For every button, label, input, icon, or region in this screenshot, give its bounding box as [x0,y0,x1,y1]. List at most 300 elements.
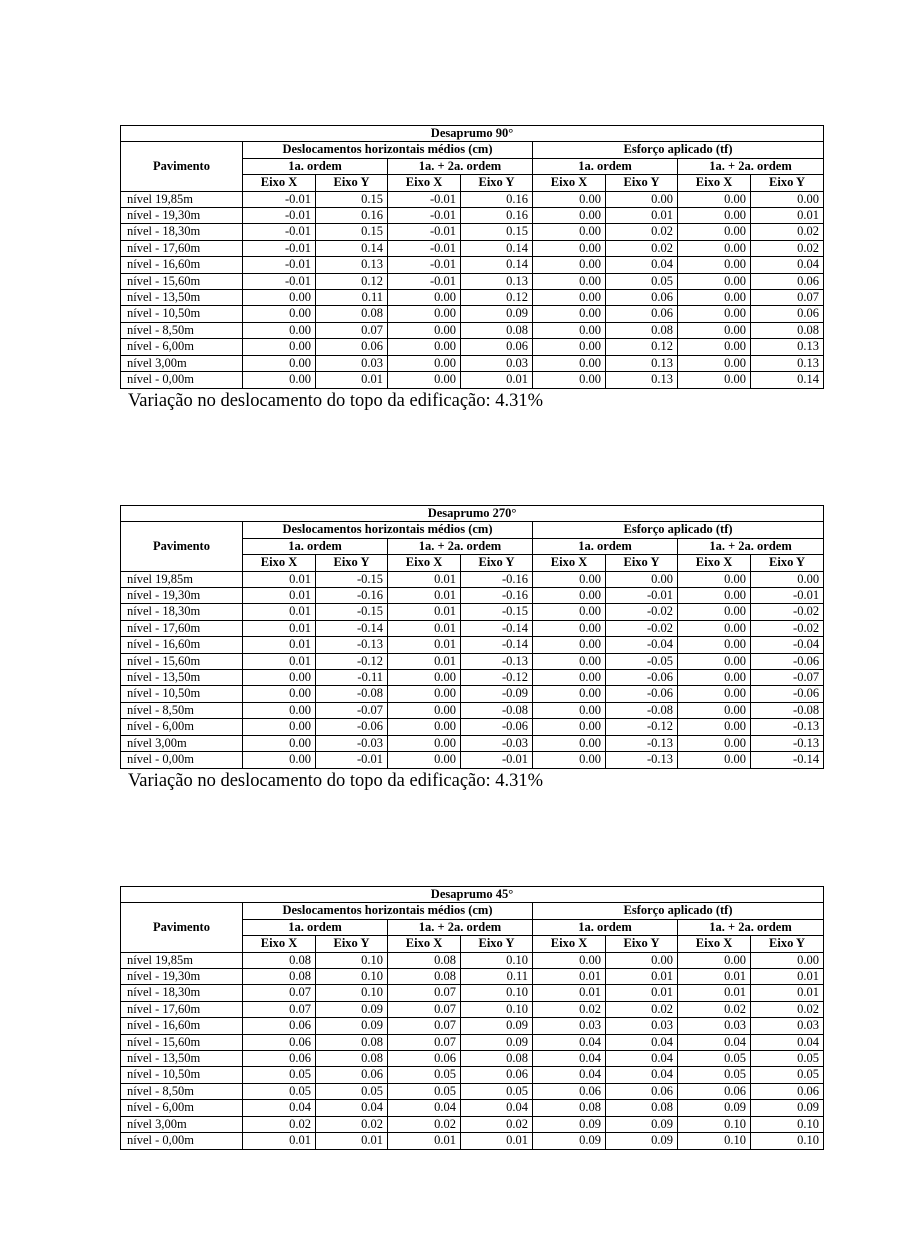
value-cell: 0.00 [678,588,751,604]
value-cell: -0.16 [316,588,388,604]
axis-header: Eixo X [388,555,461,571]
value-cell: 0.04 [533,1051,606,1067]
force-group-header: Esforço aplicado (tf) [533,522,824,538]
level-label: nível - 15,60m [121,653,243,669]
value-cell: 0.15 [461,224,533,240]
value-cell: -0.06 [316,719,388,735]
first-order-header: 1a. ordem [243,919,388,935]
value-cell: 0.07 [388,1018,461,1034]
value-cell: 0.10 [751,1133,824,1149]
value-cell: 0.06 [751,273,824,289]
value-cell: 0.00 [533,752,606,768]
value-cell: 0.00 [678,752,751,768]
value-cell: 0.00 [243,355,316,371]
value-cell: 0.00 [533,208,606,224]
value-cell: -0.01 [751,588,824,604]
value-cell: -0.07 [751,670,824,686]
value-cell: -0.02 [606,620,678,636]
axis-header: Eixo Y [316,175,388,191]
table-row [121,224,824,240]
value-cell: 0.08 [316,306,388,322]
table-row [121,620,824,636]
table-row [121,1100,824,1116]
table-row [121,735,824,751]
value-cell: 0.08 [316,1051,388,1067]
value-cell: 0.04 [533,1034,606,1050]
level-label: nível 19,85m [121,571,243,587]
level-label: nível - 17,60m [121,1001,243,1017]
value-cell: -0.12 [606,719,678,735]
value-cell: 0.00 [388,735,461,751]
value-cell: 0.00 [388,372,461,388]
value-cell: 0.01 [243,637,316,653]
value-cell: 0.05 [388,1083,461,1099]
value-cell: -0.07 [316,702,388,718]
value-cell: 0.00 [533,191,606,207]
value-cell: -0.04 [606,637,678,653]
level-label: nível 3,00m [121,735,243,751]
value-cell: 0.08 [533,1100,606,1116]
value-cell: 0.10 [316,985,388,1001]
value-cell: -0.01 [388,273,461,289]
value-cell: 0.14 [461,240,533,256]
value-cell: 0.00 [388,752,461,768]
value-cell: -0.01 [243,257,316,273]
value-cell: 0.05 [678,1067,751,1083]
value-cell: 0.00 [533,290,606,306]
value-cell: -0.09 [461,686,533,702]
value-cell: 0.00 [388,290,461,306]
axis-header: Eixo Y [316,555,388,571]
value-cell: -0.01 [388,191,461,207]
axis-header: Eixo Y [606,175,678,191]
value-cell: 0.10 [461,1001,533,1017]
first-order-header: 1a. ordem [243,158,388,174]
value-cell: 0.08 [388,969,461,985]
value-cell: -0.01 [388,208,461,224]
value-cell: -0.02 [751,620,824,636]
value-cell: -0.13 [461,653,533,669]
value-cell: 0.01 [751,208,824,224]
value-cell: 0.00 [678,620,751,636]
table-row [121,653,824,669]
table-title-row [121,887,824,903]
value-cell: -0.01 [243,240,316,256]
value-cell: 0.01 [751,985,824,1001]
level-label: nível - 19,30m [121,208,243,224]
value-cell: 0.07 [388,985,461,1001]
value-cell: 0.04 [316,1100,388,1116]
value-cell: 0.00 [678,208,751,224]
value-cell: 0.00 [678,322,751,338]
value-cell: 0.02 [751,1001,824,1017]
value-cell: 0.06 [388,1051,461,1067]
value-cell: 0.08 [388,952,461,968]
level-label: nível - 8,50m [121,702,243,718]
value-cell: 0.00 [533,273,606,289]
value-cell: 0.11 [316,290,388,306]
value-cell: 0.10 [461,952,533,968]
value-cell: -0.14 [751,752,824,768]
value-cell: -0.01 [388,257,461,273]
value-cell: 0.05 [461,1083,533,1099]
first-order-header: 1a. ordem [533,158,678,174]
value-cell: 0.00 [533,571,606,587]
table-row [121,604,824,620]
force-group-header: Esforço aplicado (tf) [533,142,824,158]
value-cell: 0.00 [533,355,606,371]
level-label: nível 19,85m [121,191,243,207]
value-cell: -0.12 [461,670,533,686]
value-cell: 0.00 [243,670,316,686]
value-cell: 0.00 [678,952,751,968]
value-cell: 0.08 [461,1051,533,1067]
second-order-header: 1a. + 2a. ordem [678,158,824,174]
value-cell: 0.00 [388,355,461,371]
value-cell: 0.00 [388,686,461,702]
value-cell: 0.00 [243,372,316,388]
value-cell: 0.15 [316,191,388,207]
value-cell: 0.00 [243,735,316,751]
value-cell: 0.01 [678,969,751,985]
value-cell: 0.00 [678,355,751,371]
value-cell: -0.14 [316,620,388,636]
value-cell: 0.00 [678,604,751,620]
value-cell: 0.01 [388,1133,461,1149]
value-cell: -0.13 [751,735,824,751]
value-cell: 0.01 [243,653,316,669]
value-cell: 0.06 [461,1067,533,1083]
level-label: nível - 17,60m [121,620,243,636]
value-cell: 0.13 [751,339,824,355]
group-header-row [121,903,824,919]
value-cell: 0.10 [316,952,388,968]
value-cell: 0.00 [533,224,606,240]
value-cell: -0.04 [751,637,824,653]
value-cell: 0.00 [243,702,316,718]
table-row [121,208,824,224]
axis-header: Eixo X [243,936,316,952]
value-cell: -0.06 [461,719,533,735]
axis-header: Eixo Y [461,555,533,571]
table-title-row [121,506,824,522]
value-cell: 0.02 [678,1001,751,1017]
table-row [121,1067,824,1083]
value-cell: 0.07 [243,985,316,1001]
value-cell: -0.14 [461,637,533,653]
value-cell: 0.00 [243,290,316,306]
value-cell: 0.08 [606,1100,678,1116]
table-row [121,969,824,985]
value-cell: 0.05 [388,1067,461,1083]
level-label: nível - 18,30m [121,985,243,1001]
second-order-header: 1a. + 2a. ordem [678,919,824,935]
value-cell: 0.01 [388,637,461,653]
value-cell: 0.09 [606,1133,678,1149]
value-cell: 0.01 [243,604,316,620]
value-cell: 0.01 [461,372,533,388]
force-group-header: Esforço aplicado (tf) [533,903,824,919]
level-label: nível 19,85m [121,952,243,968]
level-label: nível - 19,30m [121,969,243,985]
axis-header: Eixo Y [606,936,678,952]
value-cell: 0.04 [751,257,824,273]
table-row [121,1001,824,1017]
value-cell: 0.13 [751,355,824,371]
table-row [121,702,824,718]
value-cell: 0.08 [751,322,824,338]
value-cell: -0.03 [461,735,533,751]
value-cell: 0.10 [678,1133,751,1149]
level-label: nível - 16,60m [121,637,243,653]
value-cell: -0.06 [751,686,824,702]
value-cell: 0.00 [678,653,751,669]
axis-header: Eixo Y [461,936,533,952]
table-row [121,372,824,388]
table-row [121,686,824,702]
table-block-desaprumo-45 [120,886,823,1150]
second-order-header: 1a. + 2a. ordem [388,538,533,554]
table-row [121,339,824,355]
first-order-header: 1a. ordem [533,919,678,935]
value-cell: 0.06 [751,1083,824,1099]
value-cell: 0.03 [461,355,533,371]
level-label: nível - 10,50m [121,306,243,322]
level-label: nível - 8,50m [121,322,243,338]
axis-header: Eixo X [388,175,461,191]
value-cell: 0.05 [751,1051,824,1067]
value-cell: 0.06 [678,1083,751,1099]
value-cell: 0.09 [461,306,533,322]
value-cell: 0.13 [316,257,388,273]
value-cell: 0.00 [388,322,461,338]
value-cell: 0.01 [606,969,678,985]
value-cell: 0.00 [533,719,606,735]
value-cell: 0.09 [316,1001,388,1017]
level-label: nível - 13,50m [121,670,243,686]
value-cell: 0.03 [316,355,388,371]
value-cell: -0.01 [243,273,316,289]
value-cell: 0.07 [388,1001,461,1017]
pavimento-header: Pavimento [121,522,243,571]
value-cell: 0.03 [751,1018,824,1034]
first-order-header: 1a. ordem [533,538,678,554]
value-cell: -0.01 [243,191,316,207]
value-cell: 0.00 [388,702,461,718]
value-cell: 0.00 [533,686,606,702]
value-cell: 0.04 [388,1100,461,1116]
table-row [121,985,824,1001]
value-cell: 0.06 [461,339,533,355]
first-order-header: 1a. ordem [243,538,388,554]
value-cell: 0.04 [606,1051,678,1067]
level-label: nível - 10,50m [121,1067,243,1083]
value-cell: 0.06 [243,1034,316,1050]
displacement-group-header: Deslocamentos horizontais médios (cm) [243,142,533,158]
axis-header: Eixo Y [751,175,824,191]
value-cell: -0.01 [316,752,388,768]
axis-header: Eixo X [678,555,751,571]
value-cell: 0.08 [243,952,316,968]
value-cell: 0.07 [388,1034,461,1050]
value-cell: 0.04 [243,1100,316,1116]
level-label: nível - 15,60m [121,1034,243,1050]
level-label: nível - 18,30m [121,604,243,620]
value-cell: 0.05 [678,1051,751,1067]
axis-header: Eixo Y [751,555,824,571]
value-cell: 0.11 [461,969,533,985]
pavimento-header: Pavimento [121,903,243,952]
value-cell: -0.16 [461,571,533,587]
table-row [121,355,824,371]
value-cell: 0.00 [606,191,678,207]
value-cell: 0.01 [606,208,678,224]
value-cell: 0.08 [606,322,678,338]
value-cell: 0.09 [461,1018,533,1034]
value-cell: 0.05 [606,273,678,289]
value-cell: -0.03 [316,735,388,751]
value-cell: 0.01 [678,985,751,1001]
value-cell: 0.04 [606,257,678,273]
value-cell: 0.14 [751,372,824,388]
value-cell: -0.16 [461,588,533,604]
axis-header: Eixo X [533,555,606,571]
axis-header: Eixo X [243,175,316,191]
level-label: nível - 17,60m [121,240,243,256]
value-cell: 0.09 [533,1116,606,1132]
second-order-header: 1a. + 2a. ordem [388,919,533,935]
level-label: nível - 16,60m [121,1018,243,1034]
value-cell: 0.13 [461,273,533,289]
pavimento-header: Pavimento [121,142,243,191]
value-cell: 0.14 [461,257,533,273]
axis-header: Eixo Y [751,936,824,952]
level-label: nível - 19,30m [121,588,243,604]
value-cell: 0.00 [678,571,751,587]
table-row [121,637,824,653]
value-cell: 0.02 [606,240,678,256]
value-cell: 0.09 [316,1018,388,1034]
value-cell: -0.13 [316,637,388,653]
value-cell: 0.06 [243,1018,316,1034]
value-cell: 0.01 [388,604,461,620]
level-label: nível - 0,00m [121,1133,243,1149]
value-cell: 0.13 [606,372,678,388]
value-cell: 0.05 [243,1083,316,1099]
value-cell: 0.02 [243,1116,316,1132]
value-cell: 0.00 [243,339,316,355]
value-cell: -0.11 [316,670,388,686]
value-cell: 0.02 [751,240,824,256]
value-cell: -0.14 [461,620,533,636]
value-cell: 0.00 [533,339,606,355]
value-cell: 0.01 [388,620,461,636]
value-cell: 0.01 [533,969,606,985]
value-cell: 0.03 [606,1018,678,1034]
value-cell: 0.00 [533,952,606,968]
value-cell: 0.00 [678,240,751,256]
axis-header: Eixo Y [461,175,533,191]
level-label: nível 3,00m [121,1116,243,1132]
value-cell: 0.00 [751,191,824,207]
value-cell: -0.08 [316,686,388,702]
value-cell: 0.01 [316,372,388,388]
axis-header: Eixo X [678,175,751,191]
value-cell: 0.00 [533,588,606,604]
value-cell: 0.00 [533,306,606,322]
value-cell: -0.01 [243,224,316,240]
value-cell: 0.00 [533,637,606,653]
displacement-group-header: Deslocamentos horizontais médios (cm) [243,903,533,919]
value-cell: 0.00 [678,719,751,735]
value-cell: -0.02 [606,604,678,620]
top-displacement-variation-note: Variação no deslocamento do topo da edificação: 4.31% [128,770,544,791]
axis-header: Eixo X [533,175,606,191]
value-cell: 0.10 [316,969,388,985]
level-label: nível - 6,00m [121,339,243,355]
value-cell: 0.06 [751,306,824,322]
value-cell: -0.15 [316,571,388,587]
value-cell: 0.02 [388,1116,461,1132]
value-cell: 0.13 [606,355,678,371]
value-cell: -0.15 [461,604,533,620]
table-block-desaprumo-270 [120,505,823,792]
table-row [121,719,824,735]
value-cell: 0.01 [461,1133,533,1149]
value-cell: -0.13 [606,735,678,751]
axis-header: Eixo X [678,936,751,952]
value-cell: 0.04 [461,1100,533,1116]
value-cell: 0.00 [678,257,751,273]
value-cell: 0.00 [678,637,751,653]
value-cell: 0.00 [533,257,606,273]
value-cell: 0.02 [316,1116,388,1132]
value-cell: 0.00 [678,290,751,306]
level-label: nível - 16,60m [121,257,243,273]
table-row [121,1034,824,1050]
value-cell: 0.00 [751,952,824,968]
level-label: nível - 18,30m [121,224,243,240]
value-cell: -0.01 [243,208,316,224]
displacement-table [120,505,824,769]
value-cell: 0.09 [751,1100,824,1116]
value-cell: -0.06 [606,686,678,702]
displacement-table [120,886,824,1150]
table-row [121,1018,824,1034]
value-cell: 0.03 [678,1018,751,1034]
value-cell: 0.00 [388,339,461,355]
value-cell: 0.04 [678,1034,751,1050]
table-row [121,273,824,289]
value-cell: 0.00 [533,604,606,620]
value-cell: 0.01 [606,985,678,1001]
value-cell: 0.09 [678,1100,751,1116]
table-title: Desaprumo 45° [121,887,824,903]
displacement-group-header: Deslocamentos horizontais médios (cm) [243,522,533,538]
value-cell: 0.10 [461,985,533,1001]
value-cell: 0.03 [533,1018,606,1034]
level-label: nível - 6,00m [121,1100,243,1116]
table-row [121,290,824,306]
table-row [121,752,824,768]
value-cell: 0.12 [316,273,388,289]
value-cell: 0.00 [533,653,606,669]
table-row [121,306,824,322]
table-title-row [121,126,824,142]
value-cell: 0.00 [606,571,678,587]
value-cell: -0.01 [388,224,461,240]
value-cell: 0.00 [533,240,606,256]
